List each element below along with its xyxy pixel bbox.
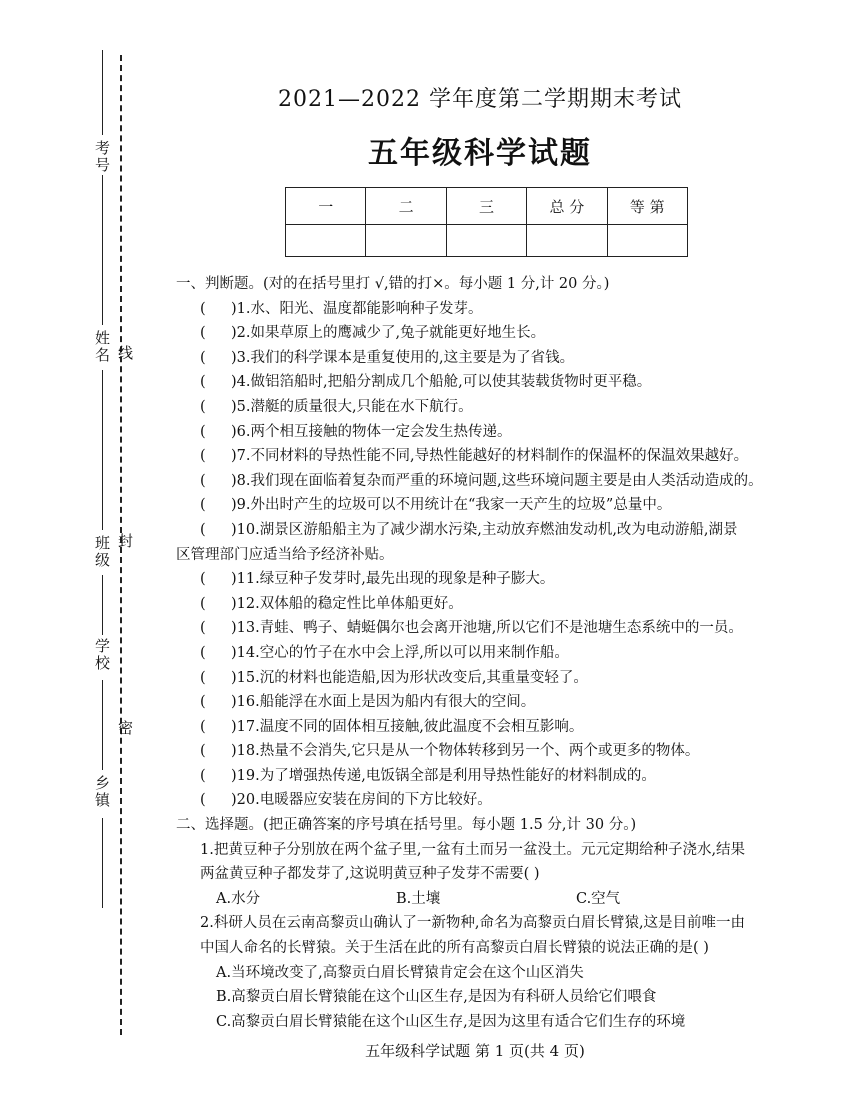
judge-question bbox=[176, 592, 806, 617]
question-text: )7.不同材料的导热性能不同,导热性能越好的材料制作的保温杯的保温效果越好。 bbox=[231, 448, 749, 465]
judge-question bbox=[176, 567, 806, 592]
question-text: )3.我们的科学课本是重复使用的,这主要是为了省钱。 bbox=[231, 349, 575, 366]
score-cell[interactable] bbox=[527, 225, 607, 257]
judge-question bbox=[176, 616, 806, 641]
score-cell[interactable] bbox=[607, 225, 687, 257]
answer-paren[interactable]: ( bbox=[200, 521, 206, 538]
question-text: )6.两个相互接触的物体一定会发生热传递。 bbox=[231, 423, 512, 440]
choice-question-text: 2.科研人员在云南高黎贡山确认了一新物种,命名为高黎贡白眉长臂猿,这是目前唯一由 bbox=[200, 915, 746, 932]
judge-question bbox=[176, 444, 806, 469]
score-header-grade: 等 第 bbox=[607, 188, 687, 225]
answer-paren[interactable]: ( bbox=[200, 423, 206, 440]
judge-question bbox=[176, 788, 806, 813]
margin-label-name: 姓名 bbox=[93, 330, 111, 364]
section1-title: 一、判断题。(对的在括号里打 √,错的打×。每小题 1 分,计 20 分。) bbox=[176, 276, 610, 292]
answer-paren[interactable]: ( bbox=[200, 325, 206, 342]
choice-options bbox=[176, 887, 806, 912]
question-text: )4.做铝箔船时,把船分割成几个船舱,可以使其装载货物时更平稳。 bbox=[231, 374, 652, 391]
answer-paren[interactable]: ( bbox=[200, 497, 206, 514]
margin-fill-line bbox=[102, 818, 103, 908]
answer-paren[interactable]: ( bbox=[200, 374, 206, 391]
answer-paren[interactable]: ( bbox=[200, 448, 206, 465]
question-text: )10.湖景区游船船主为了减少湖水污染,主动放弃燃油发动机,改为电动游船,湖景 bbox=[231, 521, 738, 538]
judge-question bbox=[176, 321, 806, 346]
judge-question bbox=[176, 739, 806, 764]
seal-word-line: 线 bbox=[116, 345, 134, 362]
question-text: )9.外出时产生的垃圾可以不用统计在“我家一天产生的垃圾”总量中。 bbox=[231, 497, 672, 514]
choice-option: B.高黎贡白眉长臂猿能在这个山区生存,是因为有科研人员给它们喂食 bbox=[216, 989, 657, 1006]
score-header-total: 总 分 bbox=[527, 188, 607, 225]
score-header-1: 一 bbox=[286, 188, 366, 225]
answer-paren[interactable]: ( bbox=[200, 398, 206, 415]
question-text: )18.热量不会消失,它只是从一个物体转移到另一个、两个或更多的物体。 bbox=[231, 743, 700, 760]
answer-paren[interactable]: ( bbox=[200, 300, 206, 317]
margin-fill-line bbox=[102, 175, 103, 325]
answer-paren[interactable]: ( bbox=[200, 767, 206, 784]
answer-paren[interactable]: ( bbox=[200, 718, 206, 735]
choice-option: B.土壤 bbox=[396, 890, 441, 907]
choice-option: C.高黎贡白眉长臂猿能在这个山区生存,是因为这里有适合它们生存的环境 bbox=[216, 1013, 686, 1030]
section2-title: 二、选择题。(把正确答案的序号填在括号里。每小题 1.5 分,计 30 分。) bbox=[176, 817, 637, 834]
judge-question bbox=[176, 715, 806, 740]
seal-word-secret: 密 bbox=[116, 720, 134, 737]
judge-question bbox=[176, 395, 806, 420]
answer-paren[interactable]: ( bbox=[200, 743, 206, 760]
choice-question-text: 两盆黄豆种子都发芽了,这说明黄豆种子发芽不需要( ) bbox=[200, 866, 540, 883]
choice-question-text: 1.把黄豆种子分别放在两个盆子里,一盆有土而另一盆没土。元元定期给种子浇水,结果 bbox=[200, 841, 746, 858]
answer-paren[interactable]: ( bbox=[200, 644, 206, 661]
choice-option: A.水分 bbox=[216, 890, 261, 907]
answer-paren[interactable]: ( bbox=[200, 472, 206, 489]
judge-question bbox=[176, 518, 806, 543]
margin-label-township: 乡镇 bbox=[93, 775, 111, 809]
answer-paren[interactable]: ( bbox=[200, 792, 206, 809]
exam-title: 2021—2022 学年度第二学期期末考试 bbox=[278, 87, 682, 112]
score-cell[interactable] bbox=[446, 225, 526, 257]
question-text: )12.双体船的稳定性比单体船更好。 bbox=[231, 595, 463, 612]
question-text: )8.我们现在面临着复杂而严重的环境问题,这些环境问题主要是由人类活动造成的。 bbox=[231, 472, 763, 489]
answer-paren[interactable]: ( bbox=[200, 595, 206, 612]
choice-question-text: 中国人命名的长臂猿。关于生活在此的所有高黎贡白眉长臂猿的说法正确的是( ) bbox=[200, 940, 709, 957]
score-table bbox=[285, 187, 688, 257]
margin-fill-line bbox=[102, 370, 103, 530]
score-header-2: 二 bbox=[366, 188, 446, 225]
choice-option: A.当环境改变了,高黎贡白眉长臂猿肯定会在这个山区消失 bbox=[216, 964, 584, 981]
score-cell[interactable] bbox=[286, 225, 366, 257]
question-text: )16.船能浮在水面上是因为船内有很大的空间。 bbox=[231, 694, 536, 711]
question-text: )5.潜艇的质量很大,只能在水下航行。 bbox=[231, 398, 473, 415]
judge-question bbox=[176, 493, 806, 518]
question-text: )13.青蛙、鸭子、蜻蜓偶尔也会离开池塘,所以它们不是池塘生态系统中的一员。 bbox=[231, 620, 743, 637]
judge-question bbox=[176, 420, 806, 445]
question-text: )20.电暖器应安装在房间的下方比较好。 bbox=[231, 792, 492, 809]
seal-word-seal: 封 bbox=[116, 533, 134, 550]
judge-question bbox=[176, 641, 806, 666]
answer-paren[interactable]: ( bbox=[200, 694, 206, 711]
margin-fill-line bbox=[102, 575, 103, 635]
question-text: )2.如果草原上的鹰减少了,兔子就能更好地生长。 bbox=[231, 325, 546, 342]
score-cell[interactable] bbox=[366, 225, 446, 257]
margin-label-class: 班级 bbox=[93, 535, 111, 569]
exam-subtitle: 五年级科学试题 bbox=[368, 136, 592, 171]
question-text: )19.为了增强热传递,电饭锅全部是利用导热性能好的材料制成的。 bbox=[231, 767, 656, 784]
question-text: )17.温度不同的固体相互接触,彼此温度不会相互影响。 bbox=[231, 718, 584, 735]
judge-question bbox=[176, 346, 806, 371]
exam-content bbox=[176, 272, 806, 1034]
question-text-continuation: 区管理部门应适当给予经济补贴。 bbox=[176, 546, 394, 563]
question-text: )1.水、阳光、温度都能影响种子发芽。 bbox=[231, 300, 483, 317]
question-text: )11.绿豆种子发芽时,最先出现的现象是种子膨大。 bbox=[231, 571, 555, 588]
score-header-3: 三 bbox=[446, 188, 526, 225]
judge-question bbox=[176, 666, 806, 691]
judge-question bbox=[176, 469, 806, 494]
judge-question bbox=[176, 764, 806, 789]
answer-paren[interactable]: ( bbox=[200, 571, 206, 588]
answer-paren[interactable]: ( bbox=[200, 349, 206, 366]
answer-paren[interactable]: ( bbox=[200, 620, 206, 637]
page-footer: 五年级科学试题 第 1 页(共 4 页) bbox=[365, 1042, 585, 1060]
question-text: )14.空心的竹子在水中会上浮,所以可以用来制作船。 bbox=[231, 644, 569, 661]
margin-label-school: 学校 bbox=[93, 638, 111, 672]
answer-paren[interactable]: ( bbox=[200, 669, 206, 686]
question-text: )15.沉的材料也能造船,因为形状改变后,其重量变轻了。 bbox=[231, 669, 588, 686]
margin-label-exam-number: 考号 bbox=[93, 140, 111, 174]
margin-fill-line bbox=[102, 680, 103, 770]
judge-question bbox=[176, 370, 806, 395]
judge-question bbox=[176, 297, 806, 322]
choice-option: C.空气 bbox=[576, 890, 621, 907]
judge-question bbox=[176, 690, 806, 715]
